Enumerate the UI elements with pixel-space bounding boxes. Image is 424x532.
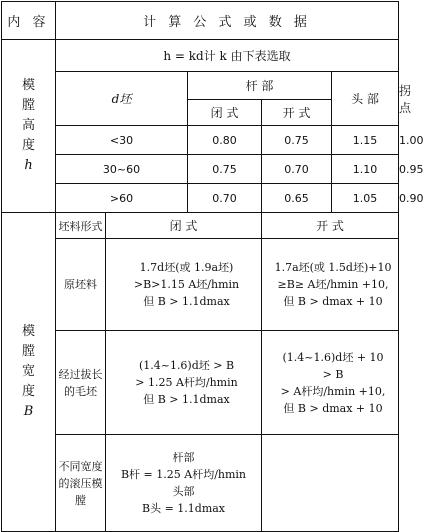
table-row: <30 0.80 0.75 1.15 1.00 [2,126,399,155]
width-label: 模 膛 宽 度 B [2,213,56,532]
blank-type: 不同宽度 的滚压模 膛 [56,435,106,532]
height-label: 模 膛 高 度 h [2,40,56,213]
open-value: 0.65 [262,184,332,213]
height-subheader-row: d坯 杆 部 头 部 拐 点 [2,72,399,100]
closed-formula: 1.7d坯(或 1.9a坯) >B>1.15 A坯/hmin 但 B > 1.1dmax [106,239,262,331]
d-range: <30 [56,126,188,155]
head-value: 1.15 [332,126,399,155]
d-range: 30~60 [56,155,188,184]
col-open-type: 开 式 [262,213,399,239]
col-closed-type: 闭 式 [106,213,262,239]
closed-formula: 杆部 B杆 = 1.25 A杆均/hmin 头部 B头 = 1.1dmax [106,435,262,532]
open-formula: 1.7a坯(或 1.5d坯)+10 ≥B≥ A坯/hmin +10, 但 B > dmax + 10 [262,239,399,331]
open-formula: (1.4~1.6)d坯 + 10 > B > A杆均/hmin +10, 但 B > dmax + 10 [262,331,399,435]
head-value: 1.05 [332,184,399,213]
open-formula-empty [262,435,399,532]
closed-value: 0.80 [188,126,262,155]
height-formula: h = kd计 k 由下表选取 [56,40,399,72]
table-row: 30~60 0.75 0.70 1.10 0.95 [2,155,399,184]
col-d: d坯 [56,72,188,126]
table-row [2,331,399,435]
d-range: >60 [56,184,188,213]
col-blank-type: 坯料形式 [56,213,106,239]
open-value: 0.70 [262,155,332,184]
closed-value: 0.75 [188,155,262,184]
closed-value: 0.70 [188,184,262,213]
blank-type: 原坯料 [56,239,106,331]
col-closed: 闭 式 [188,100,262,126]
open-value: 0.75 [262,126,332,155]
blank-type: 经过拔长 的毛坯 [56,331,106,435]
col-open: 开 式 [262,100,332,126]
col-head: 头 部 [332,72,399,126]
col-rod: 杆 部 [188,72,332,100]
die-cavity-table [1,1,424,532]
height-formula-row [2,40,399,72]
head-value: 1.10 [332,155,399,184]
table-row [2,239,399,331]
table-row [2,435,399,532]
table-row: >60 0.70 0.65 1.05 0.90 [2,184,399,213]
closed-formula: (1.4~1.6)d坯 > B > 1.25 A杆均/hmin 但 B > 1.1dmax [106,331,262,435]
table-header-row [2,2,399,40]
width-header-row [2,213,399,239]
header-formula: 计 算 公 式 或 数 据 [56,2,399,40]
header-content: 内 容 [2,2,56,40]
